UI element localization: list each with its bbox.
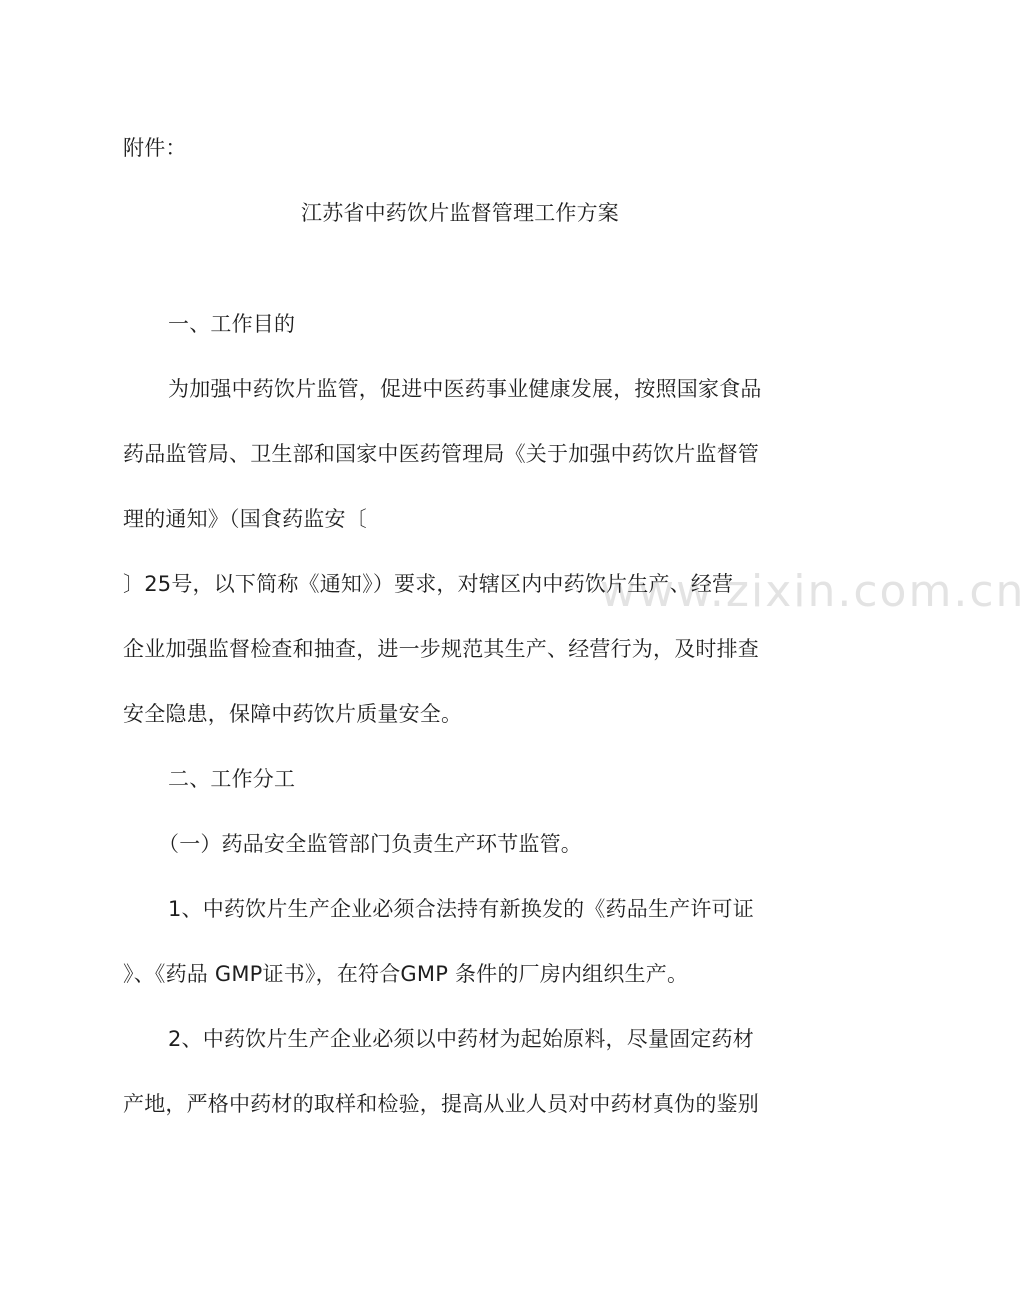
paragraph-line: 企业加强监督检查和抽查，进一步规范其生产、经营行为，及时排查 xyxy=(123,637,759,661)
subsection-heading: （一）药品安全监管部门负责生产环节监管。 xyxy=(158,832,582,856)
paragraph-line: 〕25号，以下简称《通知》）要求，对辖区内中药饮片生产、经营 xyxy=(123,572,734,596)
paragraph-line: 安全隐患，保障中药饮片质量安全。 xyxy=(123,702,463,726)
paragraph-line: 产地，严格中药材的取样和检验，提高从业人员对中药材真伪的鉴别 xyxy=(123,1092,759,1116)
paragraph-line: 2、中药饮片生产企业必须以中药材为起始原料，尽量固定药材 xyxy=(168,1027,754,1051)
paragraph-line: 》、《药品 GMP证书》，在符合GMP 条件的厂房内组织生产。 xyxy=(123,962,689,986)
paragraph-line: 1、中药饮片生产企业必须合法持有新换发的《药品生产许可证 xyxy=(168,897,754,921)
paragraph-line: 为加强中药饮片监管，促进中医药事业健康发展，按照国家食品 xyxy=(168,377,762,401)
attachment-label: 附件： xyxy=(123,136,187,160)
section-heading-2: 二、工作分工 xyxy=(168,767,296,791)
section-heading-1: 一、工作目的 xyxy=(168,312,296,336)
document-title: 江苏省中药饮片监督管理工作方案 xyxy=(301,201,619,225)
paragraph-line: 药品监管局、卫生部和国家中医药管理局《关于加强中药饮片监督管 xyxy=(123,442,759,466)
watermark: www.zixin.com.cn xyxy=(600,566,1025,617)
paragraph-line: 理的通知》（国食药监安〔 xyxy=(123,507,367,531)
